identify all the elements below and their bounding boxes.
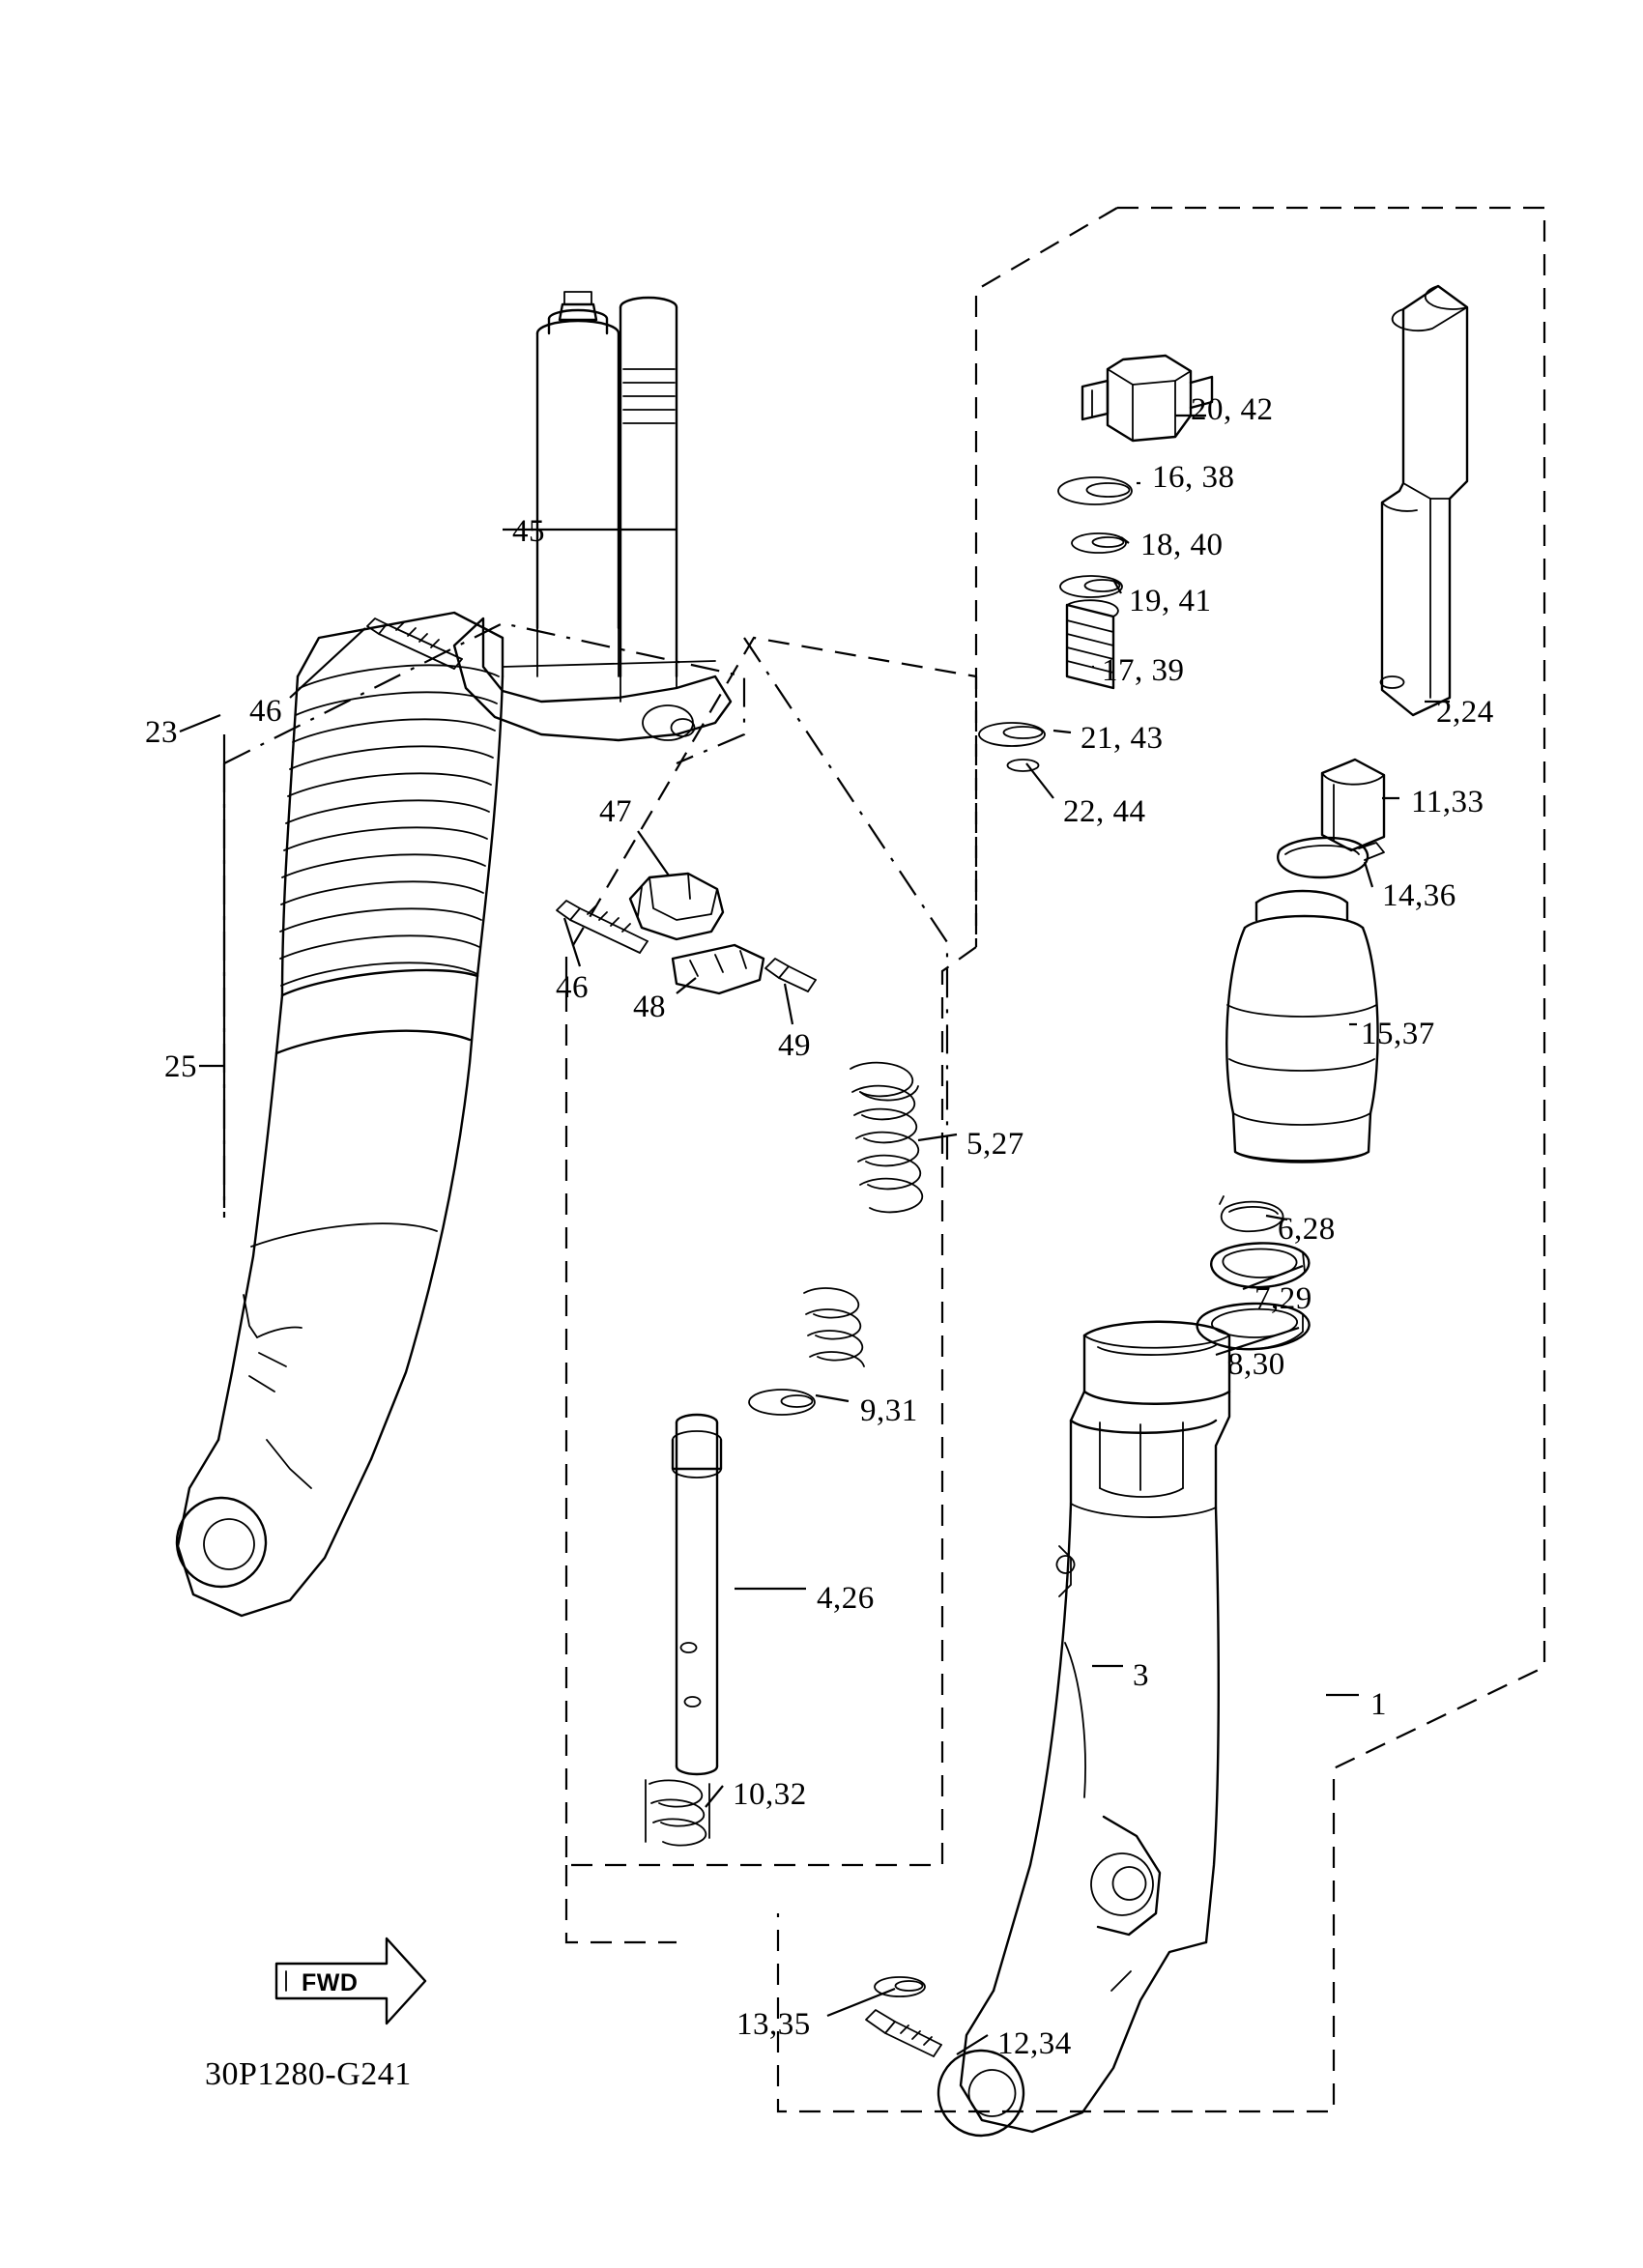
callout-20-42: 20, 42 [1191,392,1274,427]
callout-46-lower: 46 [556,970,589,1005]
callout-18-40: 18, 40 [1140,528,1224,562]
callout-45: 45 [512,514,545,549]
callout-25: 25 [164,1049,197,1084]
callout-5-27: 5,27 [966,1127,1024,1162]
part-4-26-damper-rod [646,1288,864,1846]
part-16-38-oring [1058,477,1132,504]
callout-4-26: 4,26 [817,1581,875,1616]
leader-lines [180,416,1450,2054]
group-boundary-lower [566,1865,677,1942]
callout-46-upper: 46 [249,694,282,729]
fork-boot-left [280,613,503,995]
group-boundary-bracket [744,638,947,1160]
callout-6-28: 6,28 [1278,1212,1336,1247]
callout-2-24: 2,24 [1436,695,1494,730]
part-15-37-boot [1226,891,1377,1163]
callout-9-31: 9,31 [860,1393,918,1428]
diagram-part-code: 30P1280-G241 [205,2056,412,2092]
part-49-bolt [765,959,816,991]
part-3-outer-tube [938,1322,1229,2136]
part-21-43-washer [979,723,1045,746]
callout-3: 3 [1133,1658,1149,1693]
part-47-cable-bracket [630,874,723,939]
callout-19-41: 19, 41 [1129,584,1212,618]
callout-10-32: 10,32 [733,1777,807,1812]
callout-12-34: 12,34 [997,2026,1072,2061]
part-22-44-ring [1008,760,1039,771]
assembled-front-fork-left [177,292,731,1616]
callout-7-29: 7,29 [1254,1281,1312,1316]
part-18-40-clip [1072,533,1126,553]
callout-22-44: 22, 44 [1063,794,1146,829]
callout-8-30: 8,30 [1227,1347,1285,1382]
fwd-label: FWD [302,1969,359,1996]
callout-17-39: 17, 39 [1102,653,1185,688]
callout-16-38: 16, 38 [1152,460,1235,495]
callout-49: 49 [778,1028,811,1063]
part-6-28-snap-ring [1220,1196,1283,1231]
part-5-27-spring [850,1063,922,1213]
callout-48: 48 [633,990,666,1024]
callout-14-36: 14,36 [1382,878,1456,913]
callout-23: 23 [145,715,178,750]
callout-13-35: 13,35 [736,2007,811,2042]
callout-15-37: 15,37 [1361,1017,1435,1051]
callout-1: 1 [1370,1687,1387,1722]
part-13-35-12-34-bolt [866,1977,941,2056]
callout-21-43: 21, 43 [1081,721,1164,756]
part-19-41-washer [1060,576,1122,597]
part-2-24-inner-tube [1381,286,1467,715]
callout-47: 47 [599,794,632,829]
callout-11-33: 11,33 [1411,785,1484,819]
